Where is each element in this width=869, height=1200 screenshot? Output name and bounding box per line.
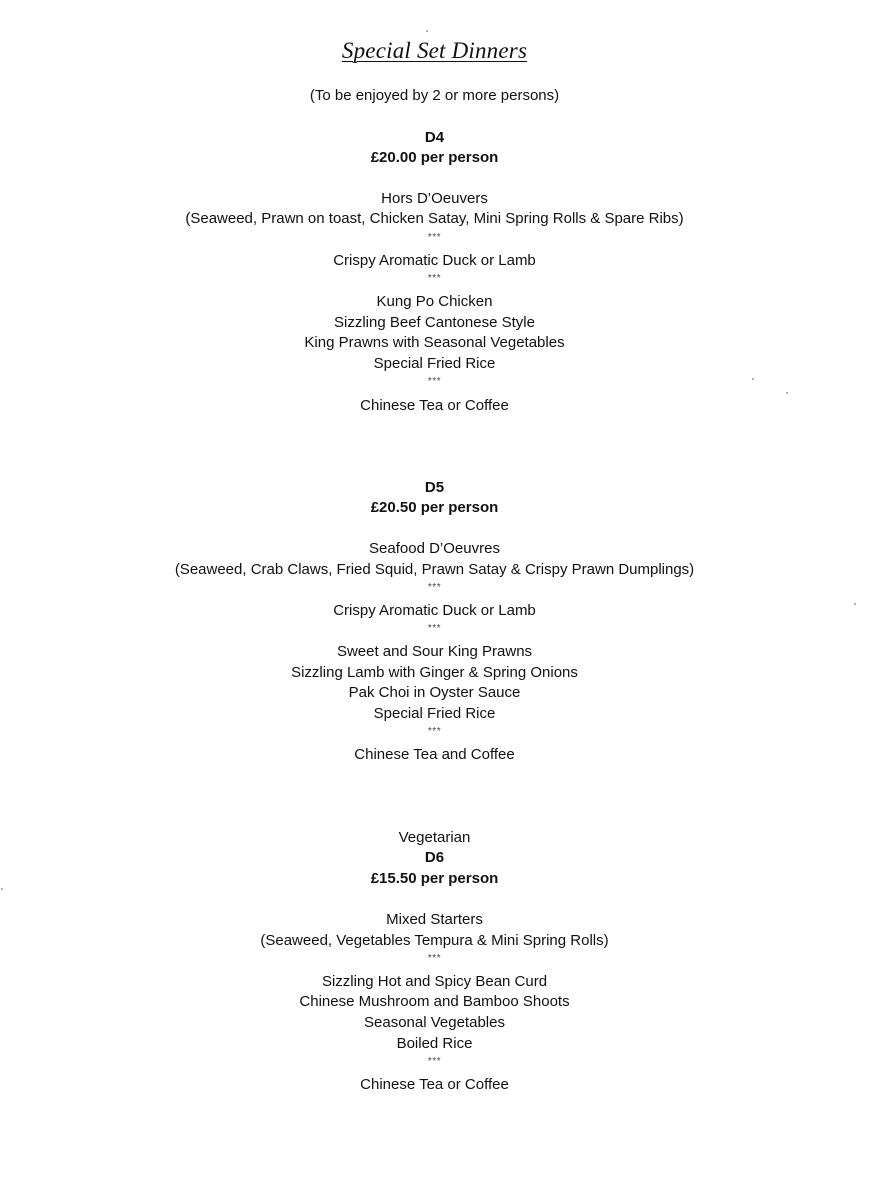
main-dish: Kung Po Chicken [376, 293, 493, 310]
drink: Chinese Tea or Coffee [360, 397, 509, 414]
main-dish: Sweet and Sour King Prawns [336, 643, 533, 660]
main-dish: King Prawns with Seasonal Vegetables [304, 334, 565, 351]
course-separator: *** [427, 726, 442, 737]
main-dish: Seasonal Vegetables [364, 1014, 505, 1031]
course-separator: *** [427, 232, 442, 243]
second-course: Crispy Aromatic Duck or Lamb [333, 252, 536, 269]
drink: Chinese Tea and Coffee [354, 746, 515, 763]
course-separator: *** [427, 1056, 442, 1067]
set-code: D6 [424, 849, 445, 866]
main-dish: Boiled Rice [396, 1035, 473, 1052]
main-dish: Pak Choi in Oyster Sauce [348, 684, 521, 701]
page-subtitle: (To be enjoyed by 2 or more persons) [309, 87, 560, 104]
scan-speck [854, 603, 856, 605]
page-title: Special Set Dinners [341, 38, 528, 63]
starter-name: Mixed Starters [386, 911, 483, 928]
main-dish: Special Fried Rice [373, 705, 496, 722]
course-separator: *** [427, 623, 442, 634]
course-separator: *** [427, 273, 442, 284]
starter-detail: (Seaweed, Crab Claws, Fried Squid, Prawn Satay & Crispy Prawn Dumplings) [174, 561, 695, 578]
set-price: £15.50 per person [370, 870, 499, 887]
set-category: Vegetarian [398, 829, 471, 846]
scan-speck [786, 392, 788, 394]
main-dish: Sizzling Hot and Spicy Bean Curd [321, 973, 548, 990]
set-price: £20.00 per person [370, 149, 499, 166]
set-code: D4 [424, 129, 445, 146]
set-code: D5 [424, 479, 445, 496]
starter-name: Seafood D’Oeuvres [369, 540, 500, 557]
course-separator: *** [427, 376, 442, 387]
starter-detail: (Seaweed, Prawn on toast, Chicken Satay, Mini Spring Rolls & Spare Ribs) [185, 210, 684, 227]
set-price: £20.50 per person [370, 499, 499, 516]
main-dish: Chinese Mushroom and Bamboo Shoots [299, 993, 570, 1010]
starter-detail: (Seaweed, Vegetables Tempura & Mini Spring Rolls) [260, 932, 609, 949]
scan-speck [426, 30, 428, 32]
course-separator: *** [427, 582, 442, 593]
drink: Chinese Tea or Coffee [360, 1076, 509, 1093]
scan-speck [752, 378, 754, 380]
starter-name: Hors D’Oeuvers [381, 190, 488, 207]
main-dish: Sizzling Lamb with Ginger & Spring Onions [291, 664, 578, 681]
main-dish: Special Fried Rice [373, 355, 496, 372]
second-course: Crispy Aromatic Duck or Lamb [333, 602, 536, 619]
scan-speck [1, 888, 3, 890]
main-dish: Sizzling Beef Cantonese Style [334, 314, 535, 331]
course-separator: *** [427, 953, 442, 964]
